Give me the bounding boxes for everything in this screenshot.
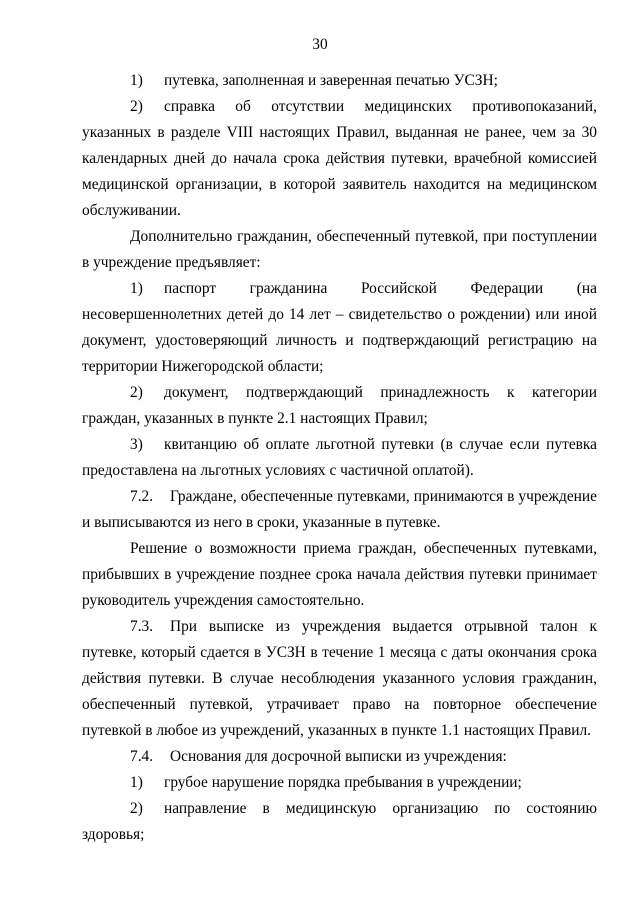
clause-text: Граждане, обеспеченные путевками, принимаются в учреждение и выписываются из него в сроки, указанные в путевке.	[82, 488, 597, 531]
list-item	[82, 770, 597, 796]
clause-number: 7.2.	[130, 488, 154, 505]
paragraph-text: Решение о возможности приема граждан, обеспеченных путевками, прибывших в учреждение позднее срока начала действия путевки принимает руководитель учреждения самостоятельно.	[82, 540, 597, 609]
list-item	[82, 276, 597, 380]
clause-number: 7.3.	[130, 618, 154, 635]
item-number: 1)	[130, 72, 143, 89]
item-text: паспорт гражданина Российской Федерации (на несовершеннолетних детей до 14 лет – свидетельство о рождении) или иной документ, удостоверяющий личность и подтверждающий регистрацию на территории Нижегородской области;	[82, 280, 597, 375]
item-number: 3)	[130, 436, 143, 453]
list-item	[82, 796, 597, 848]
clause	[82, 744, 597, 770]
clause	[82, 484, 597, 536]
clause-text: Основания для досрочной выписки из учреждения:	[170, 748, 507, 765]
clause	[82, 614, 597, 744]
paragraph-text: Дополнительно гражданин, обеспеченный путевкой, при поступлении в учреждение предъявляет:	[82, 228, 597, 271]
item-text: справка об отсутствии медицинских противопоказаний, указанных в разделе VIII настоящих Правил, выданная не ранее, чем за 30 календарных дней до начала срока действия путевки, врачебной комиссией медицинской организации, в которой заявитель находится на медицинском обслуживании.	[82, 98, 597, 219]
page-number: 30	[312, 36, 328, 53]
item-number: 1)	[130, 280, 143, 297]
document-body	[82, 68, 597, 848]
list-item	[82, 380, 597, 432]
item-number: 2)	[130, 384, 143, 401]
paragraph	[82, 536, 597, 614]
item-text: направление в медицинскую организацию по состоянию здоровья;	[82, 800, 597, 843]
item-text: документ, подтверждающий принадлежность к категории граждан, указанных в пункте 2.1 настоящих Правил;	[82, 384, 597, 427]
list-item	[82, 432, 597, 484]
clause-text: При выписке из учреждения выдается отрывной талон к путевке, который сдается в УСЗН в течение 1 месяца с даты окончания срока действия путевки. В случае несоблюдения указанного условия гражданин, обеспеченный путевкой, утрачивает право на повторное обеспечение путевкой в любое из учреждений, указанных в пункте 1.1 настоящих Правил.	[82, 618, 597, 739]
item-number: 2)	[130, 98, 143, 115]
item-number: 1)	[130, 774, 143, 791]
paragraph	[82, 224, 597, 276]
list-item	[82, 94, 597, 224]
list-item	[82, 68, 597, 94]
clause-number: 7.4.	[130, 748, 154, 765]
item-text: грубое нарушение порядка пребывания в учреждении;	[164, 774, 522, 791]
item-text: квитанцию об оплате льготной путевки (в случае если путевка предоставлена на льготных условиях с частичной оплатой).	[82, 436, 597, 479]
item-text: путевка, заполненная и заверенная печатью УСЗН;	[164, 72, 498, 89]
item-number: 2)	[130, 800, 143, 817]
